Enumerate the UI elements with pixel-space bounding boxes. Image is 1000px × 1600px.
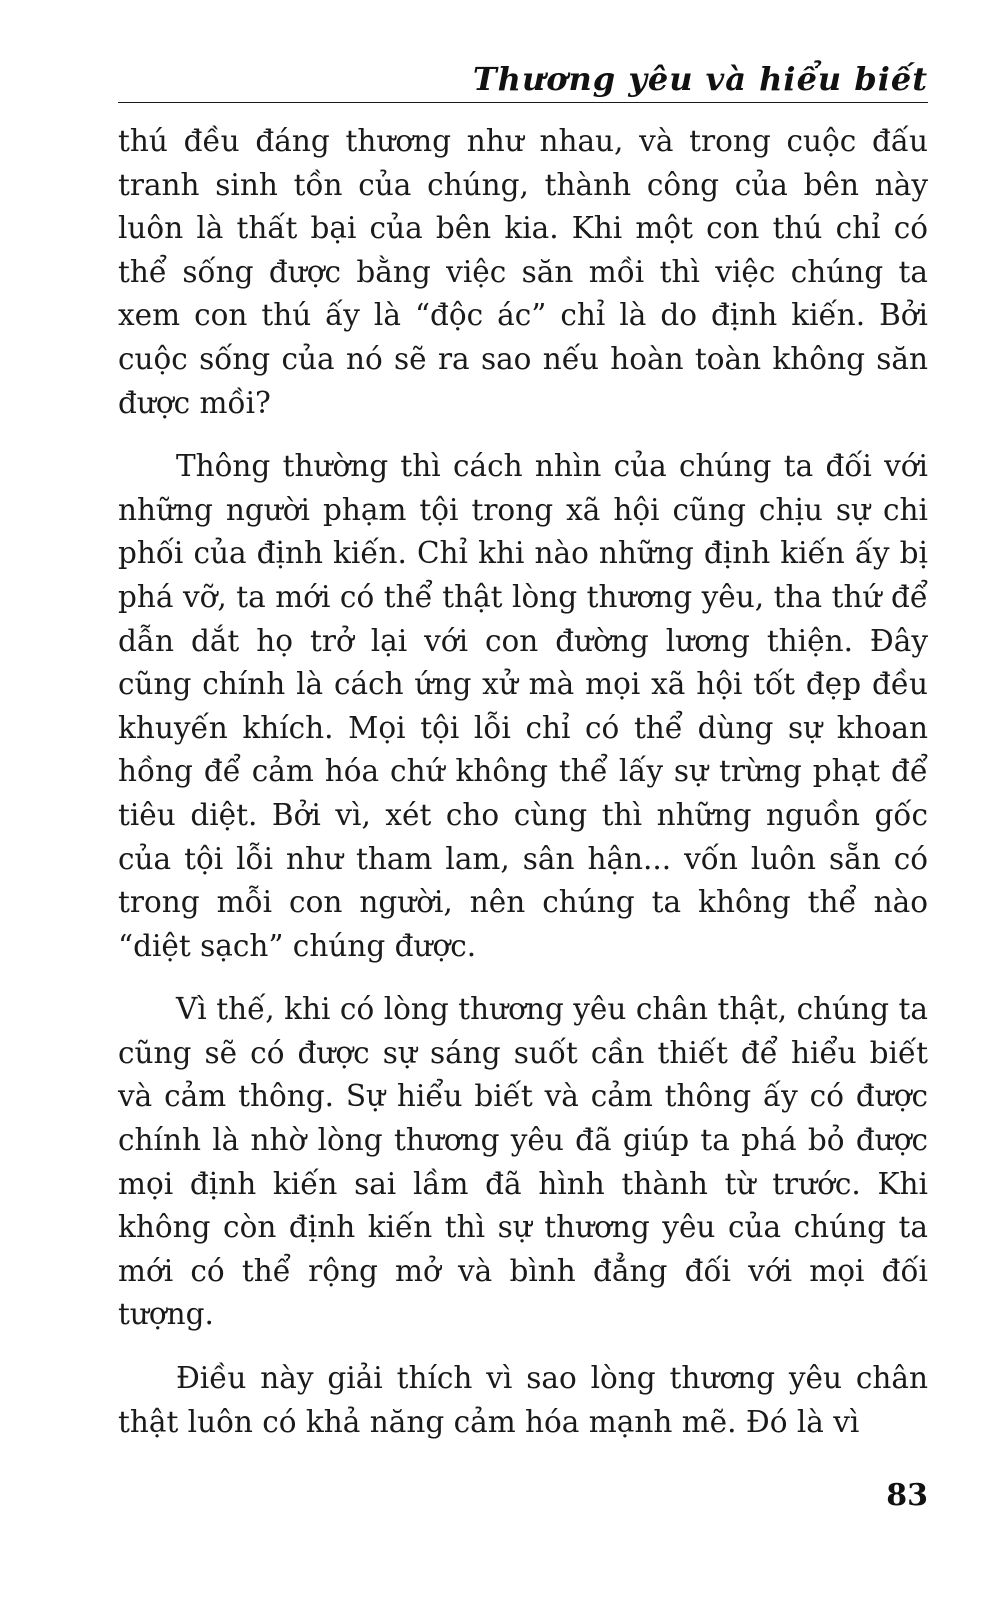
running-title: Thương yêu và hiểu biết — [472, 60, 928, 98]
paragraph: Điều này giải thích vì sao lòng thương yêu chân thật luôn có khả năng cảm hóa mạnh mẽ. Đó là vì — [118, 1361, 928, 1439]
body-text — [118, 120, 928, 1444]
paragraph-continued: thú đều đáng thương như nhau, và trong cuộc đấu tranh sinh tồn của chúng, thành công của bên này luôn là thất bại của bên kia. Khi một con thú chỉ có thể sống được bằng việc săn mồi thì việc chúng ta xem con thú ấy là “độc ác” chỉ là do định kiến. Bởi cuộc sống của nó sẽ ra sao nếu hoàn toàn không săn được mồi? — [118, 124, 928, 420]
paragraph: Thông thường thì cách nhìn của chúng ta đối với những người phạm tội trong xã hội cũng chịu sự chi phối của định kiến. Chỉ khi nào những định kiến ấy bị phá vỡ, ta mới có thể thật lòng thương yêu, tha thứ để dẫn dắt họ trở lại với con đường lương thiện. Đây cũng chính là cách ứng xử mà mọi xã hội tốt đẹp đều khuyến khích. Mọi tội lỗi chỉ có thể dùng sự khoan hồng để cảm hóa chứ không thể lấy sự trừng phạt để tiêu diệt. Bởi vì, xét cho cùng thì những nguồn gốc của tội lỗi như tham lam, sân hận... vốn luôn sẵn có trong mỗi con người, nên chúng ta không thể nào “diệt sạch” chúng được. — [118, 449, 928, 963]
running-header — [118, 52, 928, 103]
paragraph: Vì thế, khi có lòng thương yêu chân thật, chúng ta cũng sẽ có được sự sáng suốt cần thiết để hiểu biết và cảm thông. Sự hiểu biết và cảm thông ấy có được chính là nhờ lòng thương yêu đã giúp ta phá bỏ được mọi định kiến sai lầm đã hình thành từ trước. Khi không còn định kiến thì sự thương yêu của chúng ta mới có thể rộng mở và bình đẳng đối với mọi đối tượng. — [118, 992, 928, 1332]
page-number: 83 — [886, 1478, 928, 1513]
